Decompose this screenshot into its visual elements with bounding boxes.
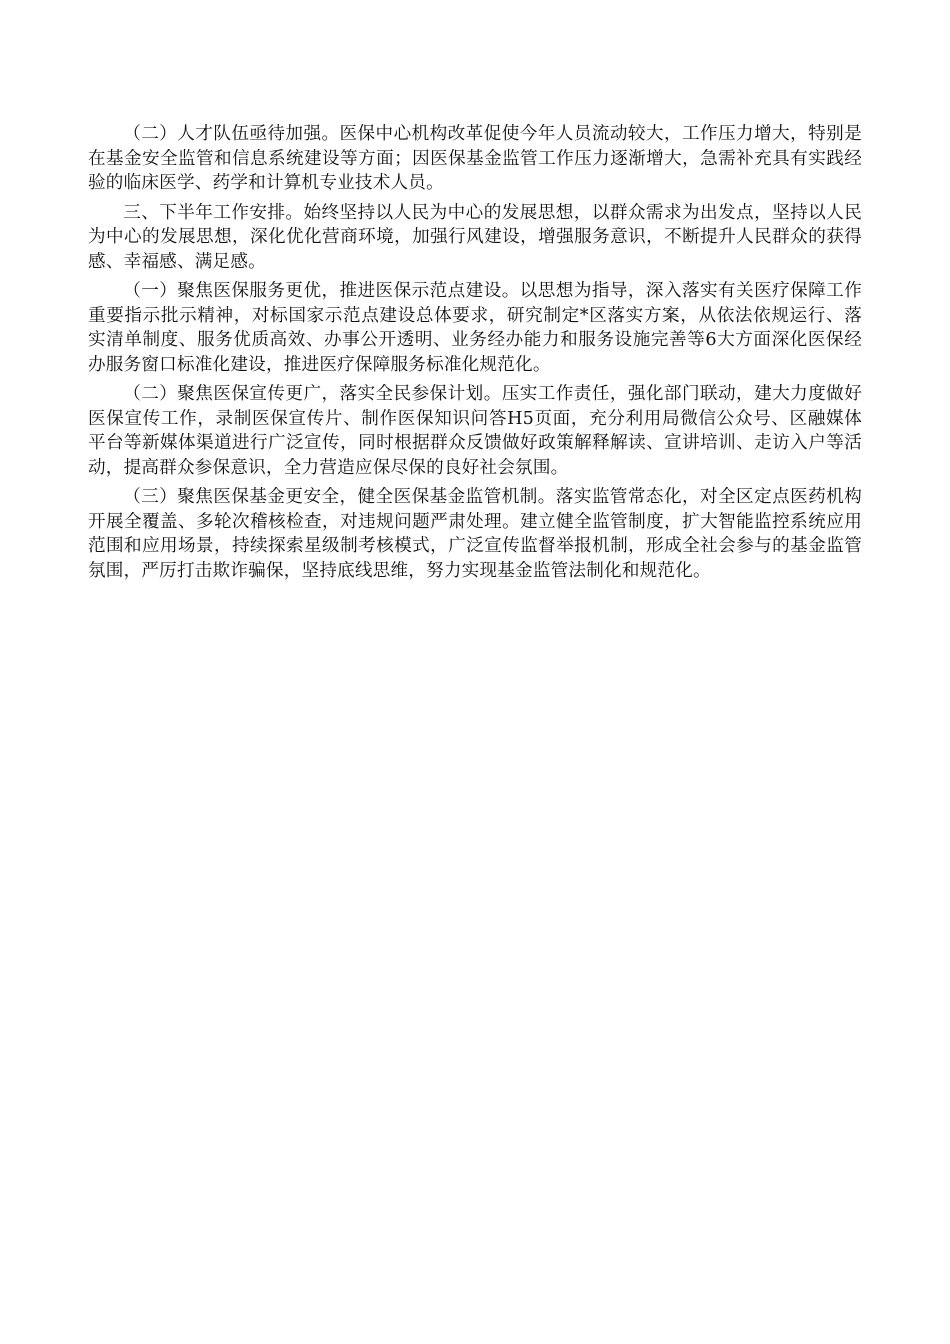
paragraph-service-demonstration: （一）聚焦医保服务更优，推进医保示范点建设。以思想为指导，深入落实有关医疗保障工作重要指示批示精神，对标国家示范点建设总体要求，研究制定*区落实方案，从依法依规运行、落实清单制度、服务优质高效、办事公开透明、业务经办能力和服务设施完善等6大方面深化医保经办服务窗口标准化建设，推进医疗保障服务标准化规范化。 <box>88 281 862 375</box>
paragraph-publicity-enrollment: （二）聚焦医保宣传更广，落实全民参保计划。压实工作责任，强化部门联动，建大力度做好医保宣传工作，录制医保宣传片、制作医保知识问答H5页面，充分利用局微信公众号、区融媒体平台等新媒体渠道进行广泛宣传，同时根据群众反馈做好政策解释解读、宣讲培训、走访入户等活动，提高群众参保意识，全力营造应保尽保的良好社会氛围。 <box>88 384 862 478</box>
paragraph-second-half-plan: 三、下半年工作安排。始终坚持以人民为中心的发展思想，以群众需求为出发点，坚持以人民为中心的发展思想，深化优化营商环境，加强行风建设，增强服务意识，不断提升人民群众的获得感、幸福感、满足感。 <box>88 202 862 272</box>
document-body <box>88 122 862 588</box>
paragraph-talent-shortage: （二）人才队伍亟待加强。医保中心机构改革促使今年人员流动较大，工作压力增大，特别是在基金安全监管和信息系统建设等方面；因医保基金监管工作压力逐渐增大，急需补充具有实践经验的临床医学、药学和计算机专业技术人员。 <box>88 124 862 193</box>
paragraph-fund-supervision: （三）聚焦医保基金更安全，健全医保基金监管机制。落实监管常态化，对全区定点医药机构开展全覆盖、多轮次稽核检查，对违规问题严肃处理。建立健全监管制度，扩大智能监控系统应用范围和应用场景，持续探索星级制考核模式，广泛宣传监督举报机制，形成全社会参与的基金监管氛围，严厉打击欺诈骗保，坚持底线思维，努力实现基金监管法制化和规范化。 <box>88 487 862 581</box>
